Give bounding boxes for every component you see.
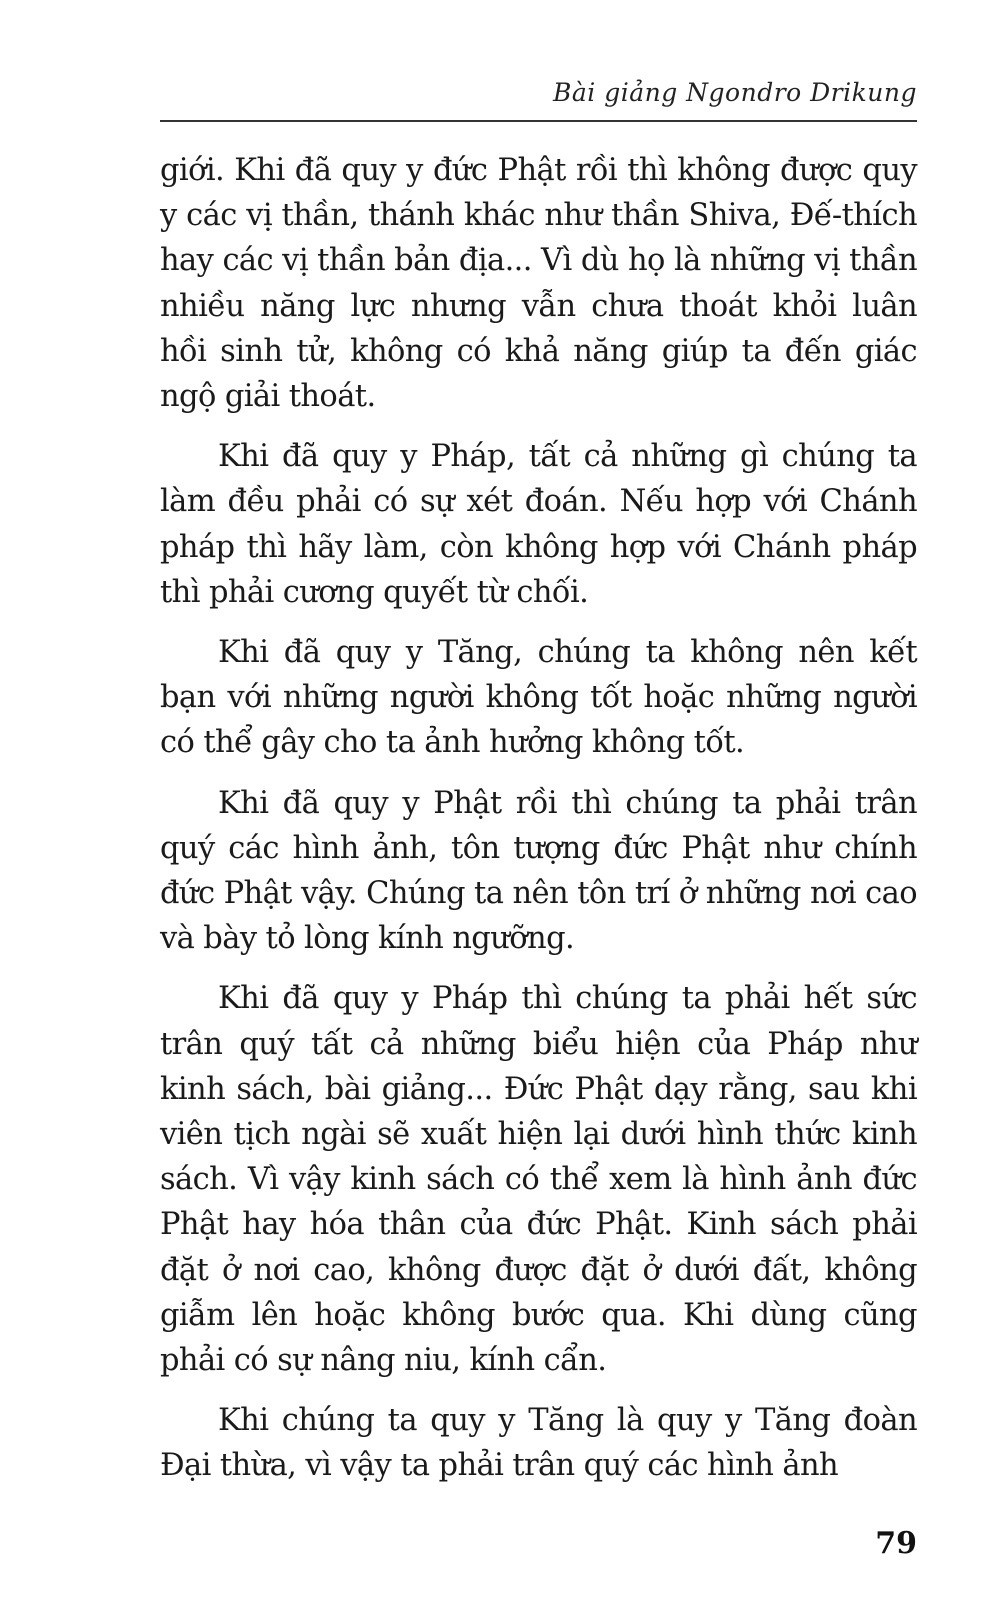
page-header (160, 72, 917, 122)
paragraph: Khi đã quy y Phật rồi thì chúng ta phải trân quý các hình ảnh, tôn tượng đức Phật như chính đức Phật vậy. Chúng ta nên tôn trí ở những nơi cao và bày tỏ lòng kính ngưỡng. (160, 785, 917, 957)
paragraph: Khi đã quy y Tăng, chúng ta không nên kết bạn với những người không tốt hoặc những người có thể gây cho ta ảnh hưởng không tốt. (160, 635, 917, 761)
paragraph: Khi đã quy y Pháp, tất cả những gì chúng ta làm đều phải có sự xét đoán. Nếu hợp với Chánh pháp thì hãy làm, còn không hợp với Chánh pháp thì phải cương quyết từ chối. (160, 439, 917, 610)
paragraph: Khi chúng ta quy y Tăng là quy y Tăng đoàn Đại thừa, vì vậy ta phải trân quý các hình ảnh (160, 1403, 917, 1484)
paragraph: giới. Khi đã quy y đức Phật rồi thì không được quy y các vị thần, thánh khác như thần Shiva, Đế-thích hay các vị thần bản địa... Vì dù họ là những vị thần nhiều năng lực nhưng vẫn chưa thoát khỏi luân hồi sinh tử, không có khả năng giúp ta đến giác ngộ giải thoát. (160, 153, 917, 415)
running-title: Bài giảng Ngondro Drikung (552, 78, 917, 107)
page-number: 79 (875, 1526, 917, 1561)
body-text (160, 148, 917, 1504)
header-rule (160, 120, 917, 122)
paragraph: Khi đã quy y Pháp thì chúng ta phải hết sức trân quý tất cả những biểu hiện của Pháp như kinh sách, bài giảng... Đức Phật dạy rằng, sau khi viên tịch ngài sẽ xuất hiện lại dưới hình thức kinh sách. Vì vậy kinh sách có thể xem là hình ảnh đức Phật hay hóa thân của đức Phật. Kinh sách phải đặt ở nơi cao, không được đặt ở dưới đất, không giẫm lên hoặc không bước qua. Khi dùng cũng phải có sự nâng niu, kính cẩn. (160, 981, 917, 1379)
